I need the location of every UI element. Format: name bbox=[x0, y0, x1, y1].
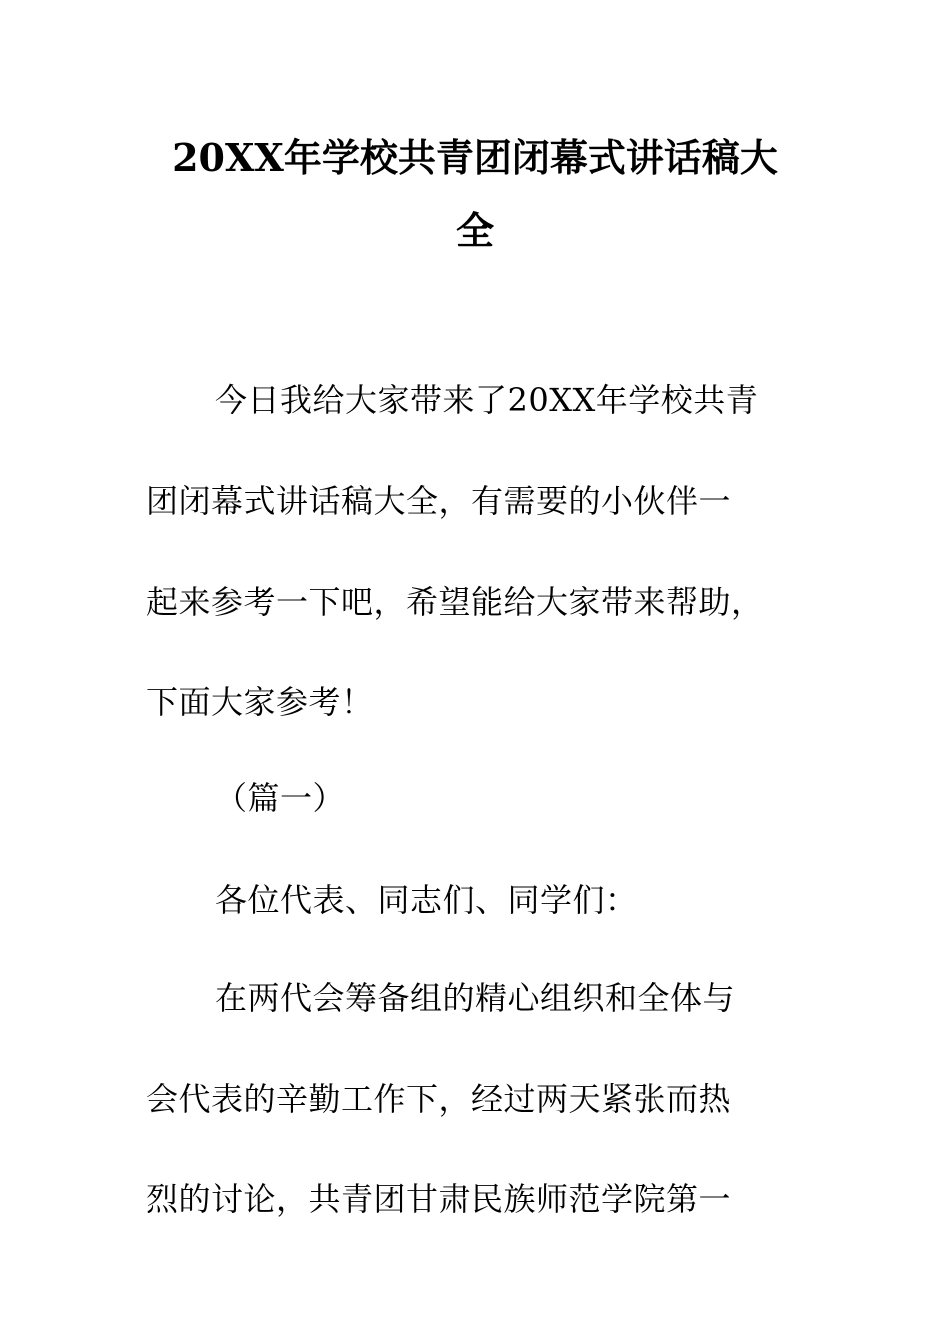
intro-paragraph-line-2: 团闭幕式讲话稿大全，有需要的小伙伴一 bbox=[146, 482, 732, 520]
body-paragraph-line-3: 烈的讨论，共青团甘肃民族师范学院第一 bbox=[146, 1180, 732, 1218]
document-title-line-1: 20XX年学校共青团闭幕式讲话稿大 bbox=[172, 135, 778, 180]
body-paragraph-line-1: 在两代会筹备组的精心组织和全体与 bbox=[215, 979, 736, 1017]
intro-paragraph-line-4: 下面大家参考！ bbox=[146, 683, 374, 721]
document-title-line-2: 全 bbox=[455, 208, 494, 253]
section-heading: （篇一） bbox=[215, 779, 346, 817]
salutation: 各位代表、同志们、同学们： bbox=[215, 881, 638, 919]
intro-paragraph-line-3: 起来参考一下吧，希望能给大家带来帮助， bbox=[146, 583, 764, 621]
body-paragraph-line-2: 会代表的辛勤工作下，经过两天紧张而热 bbox=[146, 1080, 732, 1118]
intro-paragraph-line-1: 今日我给大家带来了20XX年学校共青 bbox=[215, 381, 759, 419]
